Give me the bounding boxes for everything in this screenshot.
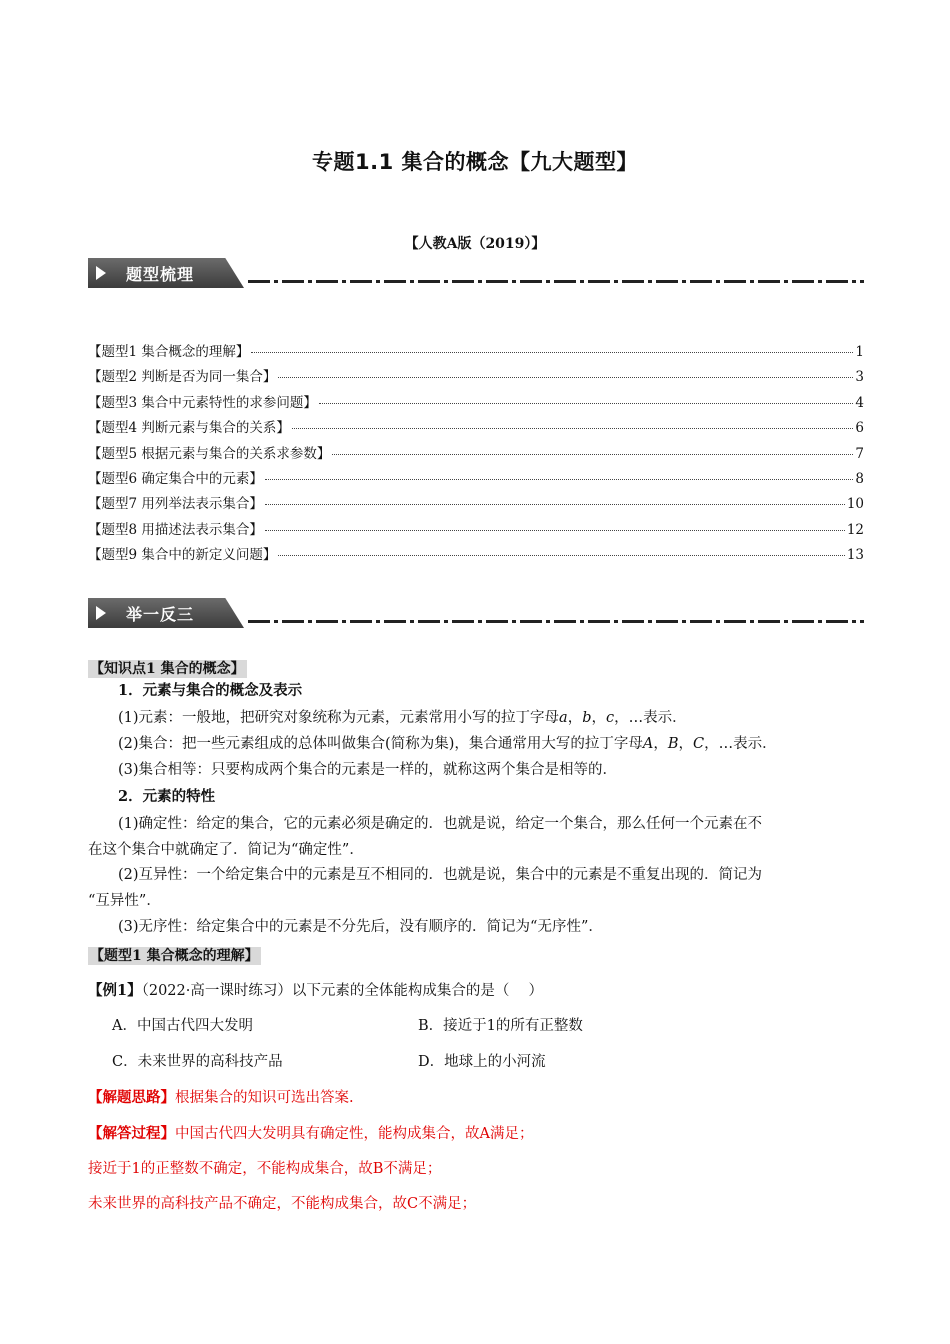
toc-entry[interactable] (88, 543, 864, 568)
banner-toc (88, 258, 864, 292)
toc-leader (265, 504, 845, 505)
toc-page: 3 (855, 369, 864, 386)
toc-leader (292, 428, 854, 429)
toc-entry[interactable] (88, 442, 864, 467)
toc-title: 【题型5 根据元素与集合的关系求参数】 (88, 445, 331, 462)
paragraph: (3)集合相等：只要构成两个集合的元素是一样的，就称这两个集合是相等的． (118, 762, 618, 778)
text: (2)集合：把一些元素组成的总体叫做集合(简称为集)，集合通常用大写的拉丁字母 (118, 736, 643, 752)
toc-page: 10 (846, 496, 864, 513)
process-line: 接近于1的正整数不确定，不能构成集合，故B不满足； (88, 1161, 442, 1177)
option-c[interactable]: C．未来世界的高科技产品 (112, 1054, 283, 1070)
toc-title: 【题型6 确定集合中的元素】 (88, 470, 263, 487)
paragraph: (1)元素：一般地，把研究对象统称为元素，元素常用小写的拉丁字母a，b，c，…表示． (118, 710, 687, 726)
toc-leader (265, 530, 845, 531)
toc-title: 【题型1 集合概念的理解】 (88, 344, 250, 360)
idea-text: 根据集合的知识可选出答案. (175, 1090, 354, 1106)
toc-page: 7 (855, 445, 864, 462)
toc-page: 8 (855, 470, 864, 487)
play-triangle-icon (96, 266, 106, 280)
toc-leader (265, 479, 854, 480)
toc-entry[interactable] (88, 492, 864, 517)
page-title: 专题1.1 集合的概念【九大题型】 (311, 150, 638, 174)
toc-entry[interactable] (88, 365, 864, 390)
toc-entry[interactable] (88, 391, 864, 416)
toc-leader (319, 403, 854, 404)
toc-leader (251, 352, 853, 353)
toc-title: 【题型3 集合中元素特性的求参问题】 (88, 394, 317, 411)
paragraph: (1)确定性：给定的集合，它的元素必须是确定的．也就是说，给定一个集合，那么任何一个元素在不 (118, 816, 763, 832)
toc-leader (332, 454, 853, 455)
idea-label: 【解题思路】 (88, 1089, 175, 1106)
knowledge-heading: 【知识点1 集合的概念】 (90, 661, 245, 677)
var: a (559, 710, 568, 726)
toc-page: 13 (846, 547, 864, 564)
solution-process (88, 1121, 533, 1147)
process-line: 中国古代四大发明具有确定性，能构成集合，故A满足； (175, 1126, 534, 1142)
toc-page: 4 (855, 394, 864, 411)
banner-label: 题型梳理 (126, 265, 195, 284)
text: ，…表示． (704, 736, 777, 752)
option-b[interactable]: B．接近于1的所有正整数 (418, 1018, 583, 1034)
dash-dot-rule (248, 280, 864, 283)
toc-entry[interactable] (88, 340, 864, 365)
toc-leader (278, 377, 853, 378)
example-question (88, 978, 543, 1004)
var: A (642, 736, 654, 752)
toc-leader (278, 555, 844, 556)
section-heading: 1．元素与集合的概念及表示 (118, 682, 303, 699)
paragraph: (3)无序性：给定集合中的元素是不分先后，没有顺序的．简记为“无序性”． (118, 919, 603, 935)
example-text: （2022·高一课时练习）以下元素的全体能构成集合的是（ ） (141, 983, 543, 999)
toc-title: 【题型4 判断元素与集合的关系】 (88, 420, 290, 437)
var: C (693, 736, 705, 752)
edition-subtitle: 【人教A版（2019）】 (404, 236, 546, 252)
process-line: 未来世界的高科技产品不确定，不能构成集合，故C不满足； (88, 1196, 477, 1212)
type-heading: 【题型1 集合概念的理解】 (90, 948, 259, 964)
toc-entry[interactable] (88, 518, 864, 543)
dash-dot-rule (248, 620, 864, 623)
toc-page: 6 (855, 420, 864, 437)
var: b (582, 710, 592, 726)
toc-title: 【题型2 判断是否为同一集合】 (88, 369, 277, 386)
toc-page: 1 (855, 344, 864, 360)
toc-title: 【题型8 用描述法表示集合】 (88, 521, 263, 538)
toc-entry[interactable] (88, 416, 864, 441)
process-label: 【解答过程】 (88, 1125, 175, 1142)
banner-label: 举一反三 (126, 605, 195, 624)
paragraph: (2)互异性：一个给定集合中的元素是互不相同的．也就是说，集合中的元素是不重复出现的．简记为 (118, 867, 763, 883)
toc-entry[interactable] (88, 467, 864, 492)
play-triangle-icon (96, 606, 106, 620)
toc-page: 12 (846, 521, 864, 538)
text: (1)元素：一般地，把研究对象统称为元素，元素常用小写的拉丁字母 (118, 710, 560, 726)
banner-practice (88, 598, 864, 632)
option-a[interactable]: A．中国古代四大发明 (112, 1018, 253, 1034)
paragraph: “互异性”． (88, 893, 161, 909)
paragraph: (2)集合：把一些元素组成的总体叫做集合(简称为集)，集合通常用大写的拉丁字母A，B，C，…表示． (118, 736, 777, 752)
solution-idea (88, 1085, 354, 1111)
toc-title: 【题型7 用列举法表示集合】 (88, 496, 263, 513)
section-heading: 2．元素的特性 (118, 788, 216, 805)
paragraph: 在这个集合中就确定了．简记为“确定性”． (88, 842, 364, 858)
table-of-contents (88, 340, 864, 569)
var: c (606, 710, 615, 726)
var: B (667, 736, 679, 752)
toc-title: 【题型9 集合中的新定义问题】 (88, 547, 277, 564)
text: ，…表示． (614, 710, 687, 726)
example-label: 【例1】 (88, 982, 142, 999)
option-d[interactable]: D．地球上的小河流 (418, 1054, 546, 1070)
